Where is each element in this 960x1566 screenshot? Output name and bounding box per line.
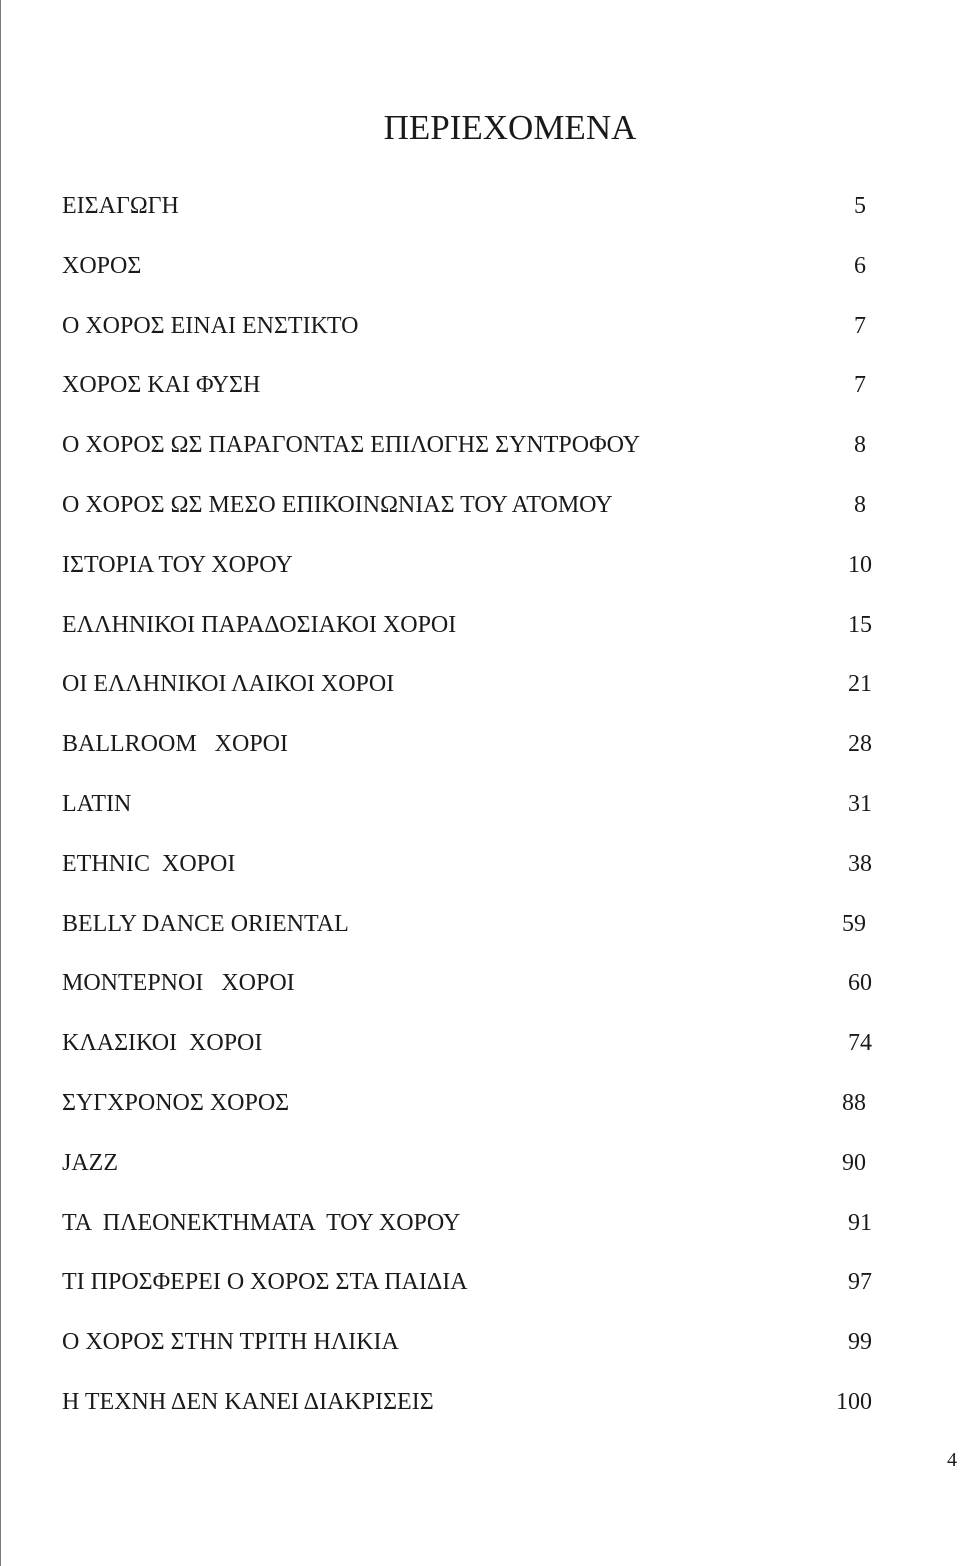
toc-entry-page: 90 (842, 1149, 866, 1176)
toc-entry-page: 99 (848, 1329, 872, 1356)
toc-entry (62, 726, 872, 786)
toc-entry (62, 188, 872, 248)
toc-entry-label: ΙΣΤΟΡΙΑ ΤΟΥ ΧΟΡΟΥ (62, 551, 293, 578)
toc-entry (62, 427, 872, 487)
toc-entry-label: Η ΤΕΧΝΗ ΔΕΝ ΚΑΝΕΙ ΔΙΑΚΡΙΣΕΙΣ (62, 1388, 434, 1415)
toc-entry-page: 88 (842, 1089, 866, 1116)
toc-entry-label: ΟΙ ΕΛΛΗΝΙΚΟΙ ΛΑΙΚΟΙ ΧΟΡΟΙ (62, 671, 395, 698)
toc-entry-page: 60 (848, 970, 872, 997)
toc-entry (62, 487, 872, 547)
toc-entry-page: 6 (854, 252, 866, 279)
toc-entry-label: ΧΟΡΟΣ (62, 252, 142, 279)
toc-entry-page: 10 (848, 551, 872, 578)
toc-entry-label: Ο ΧΟΡΟΣ ΣΤΗΝ ΤΡΙΤΗ ΗΛΙΚΙΑ (62, 1329, 399, 1356)
toc-entry (62, 666, 872, 726)
toc-entry-page: 74 (848, 1030, 872, 1057)
toc-entry-label: ΧΟΡΟΣ ΚΑΙ ΦΥΣΗ (62, 372, 261, 399)
toc-entry-label: LATIN (62, 790, 132, 817)
page-title: ΠΕΡΙΕΧΟΜΕΝΑ (383, 108, 637, 147)
toc-entry (62, 1324, 872, 1384)
toc-entry (62, 906, 872, 966)
toc-entry-page: 38 (848, 850, 872, 877)
toc-entry-label: ΣΥΓΧΡΟΝΟΣ ΧΟΡΟΣ (62, 1089, 290, 1116)
toc-entry (62, 308, 872, 368)
toc-entry-page: 5 (854, 193, 866, 219)
toc-entry-page: 100 (836, 1388, 872, 1415)
toc-entry-label: ΤΑ ΠΛΕΟΝΕΚΤΗΜΑΤΑ ΤΟΥ ΧΟΡΟΥ (62, 1209, 461, 1236)
toc-entry (62, 547, 872, 607)
toc-entry (62, 607, 872, 667)
toc-entry-page: 8 (854, 491, 866, 518)
toc-entry-page: 91 (848, 1209, 872, 1236)
page-number: 4 (947, 1449, 957, 1471)
toc-entry (62, 1085, 872, 1145)
toc-entry-label: Ο ΧΟΡΟΣ ΕΙΝΑΙ ΕΝΣΤΙΚΤΟ (62, 312, 359, 339)
toc-entry-label: JAZZ (62, 1149, 118, 1176)
toc-entry-page: 7 (854, 312, 866, 339)
toc-entry-page: 31 (848, 790, 872, 817)
toc-entry-page: 8 (854, 432, 866, 459)
toc-entry (62, 1025, 872, 1085)
toc-entry-page: 7 (854, 372, 866, 399)
toc-entry-page: 15 (848, 611, 872, 638)
toc-entry (62, 1384, 872, 1444)
toc-entry (62, 367, 872, 427)
toc-entry-page: 21 (848, 671, 872, 698)
toc-entry-label: ΚΛΑΣΙΚΟΙ ΧΟΡΟΙ (62, 1030, 263, 1057)
page-edge-line (0, 0, 1, 1566)
table-of-contents (62, 188, 872, 1444)
toc-entry-label: ΜΟΝΤΕΡΝΟΙ ΧΟΡΟΙ (62, 970, 295, 997)
toc-entry-label: ΕΙΣΑΓΩΓΗ (62, 193, 179, 219)
toc-entry-label: Ο ΧΟΡΟΣ ΩΣ ΜΕΣΟ ΕΠΙΚΟΙΝΩΝΙΑΣ ΤΟΥ ΑΤΟΜΟΥ (62, 491, 613, 518)
toc-entry (62, 965, 872, 1025)
toc-entry-label: ΕΛΛΗΝΙΚΟΙ ΠΑΡΑΔΟΣΙΑΚΟΙ ΧΟΡΟΙ (62, 611, 457, 638)
toc-entry-label: ETHNIC ΧΟΡΟΙ (62, 850, 236, 877)
toc-entry-page: 97 (848, 1269, 872, 1296)
toc-entry-page: 59 (842, 910, 866, 937)
toc-entry (62, 1205, 872, 1265)
toc-entry-label: BALLROOM ΧΟΡΟΙ (62, 731, 289, 758)
toc-entry (62, 786, 872, 846)
toc-entry-label: BELLY DANCE ORIENTAL (62, 910, 349, 937)
toc-entry-label: ΤΙ ΠΡΟΣΦΕΡΕΙ Ο ΧΟΡΟΣ ΣΤΑ ΠΑΙΔΙΑ (62, 1269, 468, 1296)
toc-entry (62, 846, 872, 906)
toc-entry (62, 248, 872, 308)
toc-entry-page: 28 (848, 731, 872, 758)
toc-entry-label: Ο ΧΟΡΟΣ ΩΣ ΠΑΡΑΓΟΝΤΑΣ ΕΠΙΛΟΓΗΣ ΣΥΝΤΡΟΦΟΥ (62, 432, 641, 459)
toc-entry (62, 1264, 872, 1324)
toc-entry (62, 1145, 872, 1205)
